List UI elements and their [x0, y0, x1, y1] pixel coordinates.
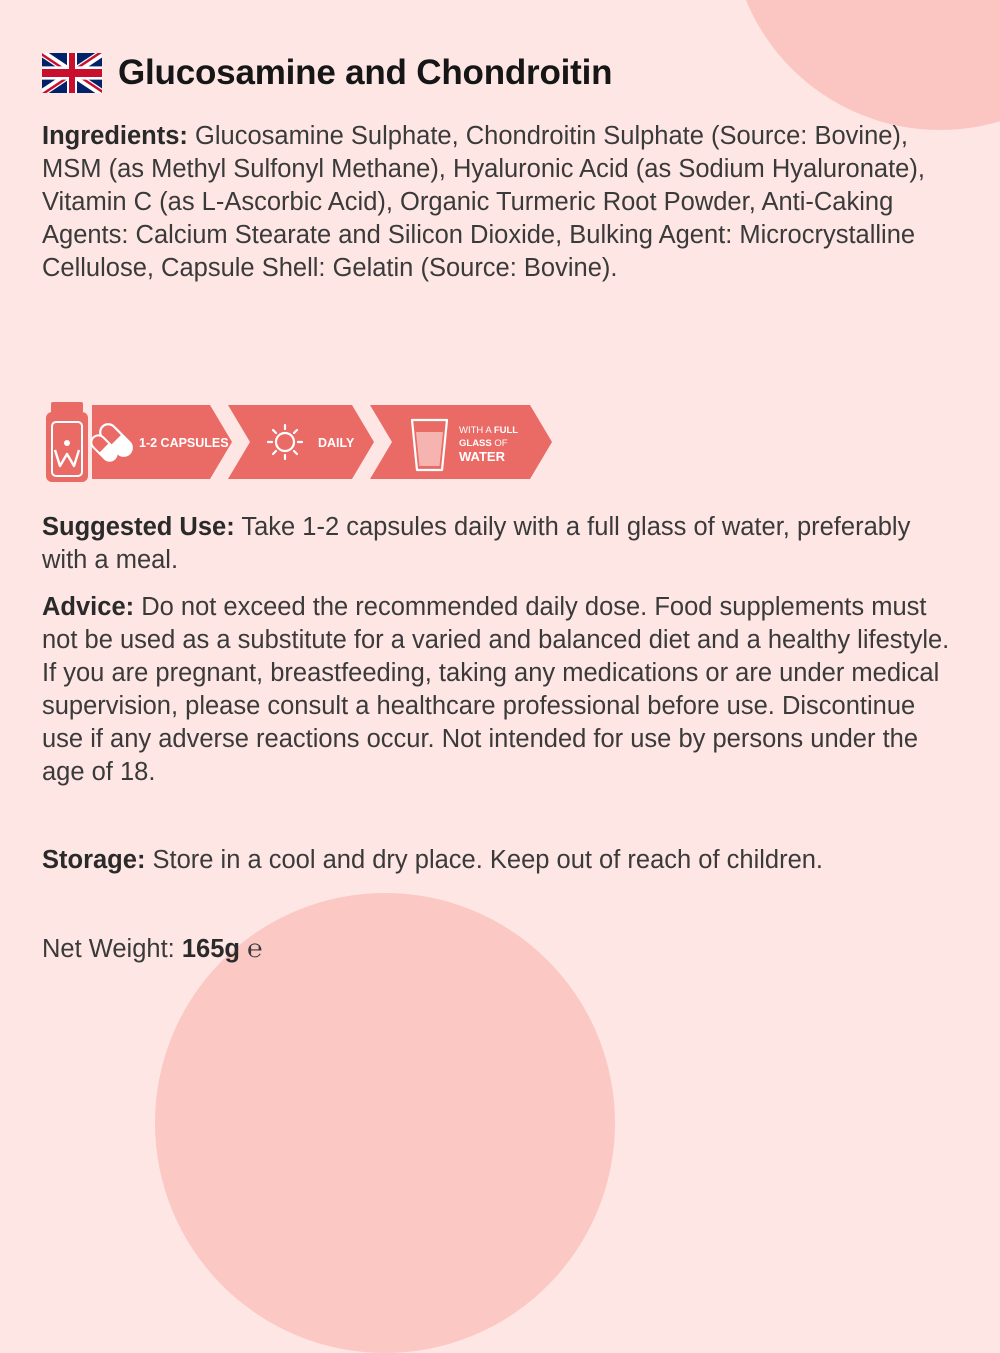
storage-section: [42, 844, 962, 877]
page-header: [42, 50, 612, 96]
water-line-3: WATER: [459, 449, 505, 464]
net-weight-section: [42, 933, 962, 966]
estimated-sign-icon: ℮: [247, 935, 263, 963]
capsules-label: 1-2 CAPSULES: [139, 436, 229, 450]
net-weight-value: 165g: [181, 935, 240, 963]
suggested-use-text: Take 1-2 capsules daily with a full glass of water, preferably with a meal.: [42, 513, 911, 574]
water-line-2: GLASS OF: [459, 438, 508, 449]
storage-text: Store in a cool and dry place. Keep out of reach of children.: [145, 846, 824, 874]
uk-flag-icon: [42, 53, 102, 93]
page-title: Glucosamine and Chondroitin: [118, 53, 613, 92]
advice-label: Advice:: [42, 593, 135, 621]
dosage-banner: [42, 400, 557, 484]
ingredients-label: Ingredients:: [42, 122, 188, 150]
supplement-jar-icon: [46, 402, 88, 482]
daily-label: DAILY: [318, 436, 355, 450]
net-weight-label: Net Weight:: [42, 935, 182, 963]
advice-section: [42, 591, 962, 789]
decorative-circle-top: [730, 0, 1000, 130]
advice-text: Do not exceed the recommended daily dose. Food supplements must not be used as a substitute for a varied and balanced diet and a healthy lifestyle. If you are pregnant, breastfeeding, taking any medications or are under medical supervision, please consult a healthcare professional before use. Discontinue use if any adverse reactions occur. Not intended for use by persons under the age of 18.: [42, 593, 950, 786]
suggested-use-label: Suggested Use:: [42, 513, 235, 541]
ingredients-text: Glucosamine Sulphate, Chondroitin Sulphate (Source: Bovine), MSM (as Methyl Sulfonyl Methane), Hyaluronic Acid (as Sodium Hyaluronate), Vitamin C (as L-Ascorbic Acid), Organic Turmeric Root Powder, Anti-Caking Agents: Calcium Stearate and Silicon Dioxide, Bulking Agent: Microcrystalline Cellulose, Capsule Shell: Gelatin (Source: Bovine).: [42, 122, 925, 282]
ingredients-section: [42, 120, 962, 285]
water-line-1: WITH A FULL: [459, 425, 519, 436]
storage-label: Storage:: [42, 846, 146, 874]
suggested-use-section: [42, 511, 962, 577]
